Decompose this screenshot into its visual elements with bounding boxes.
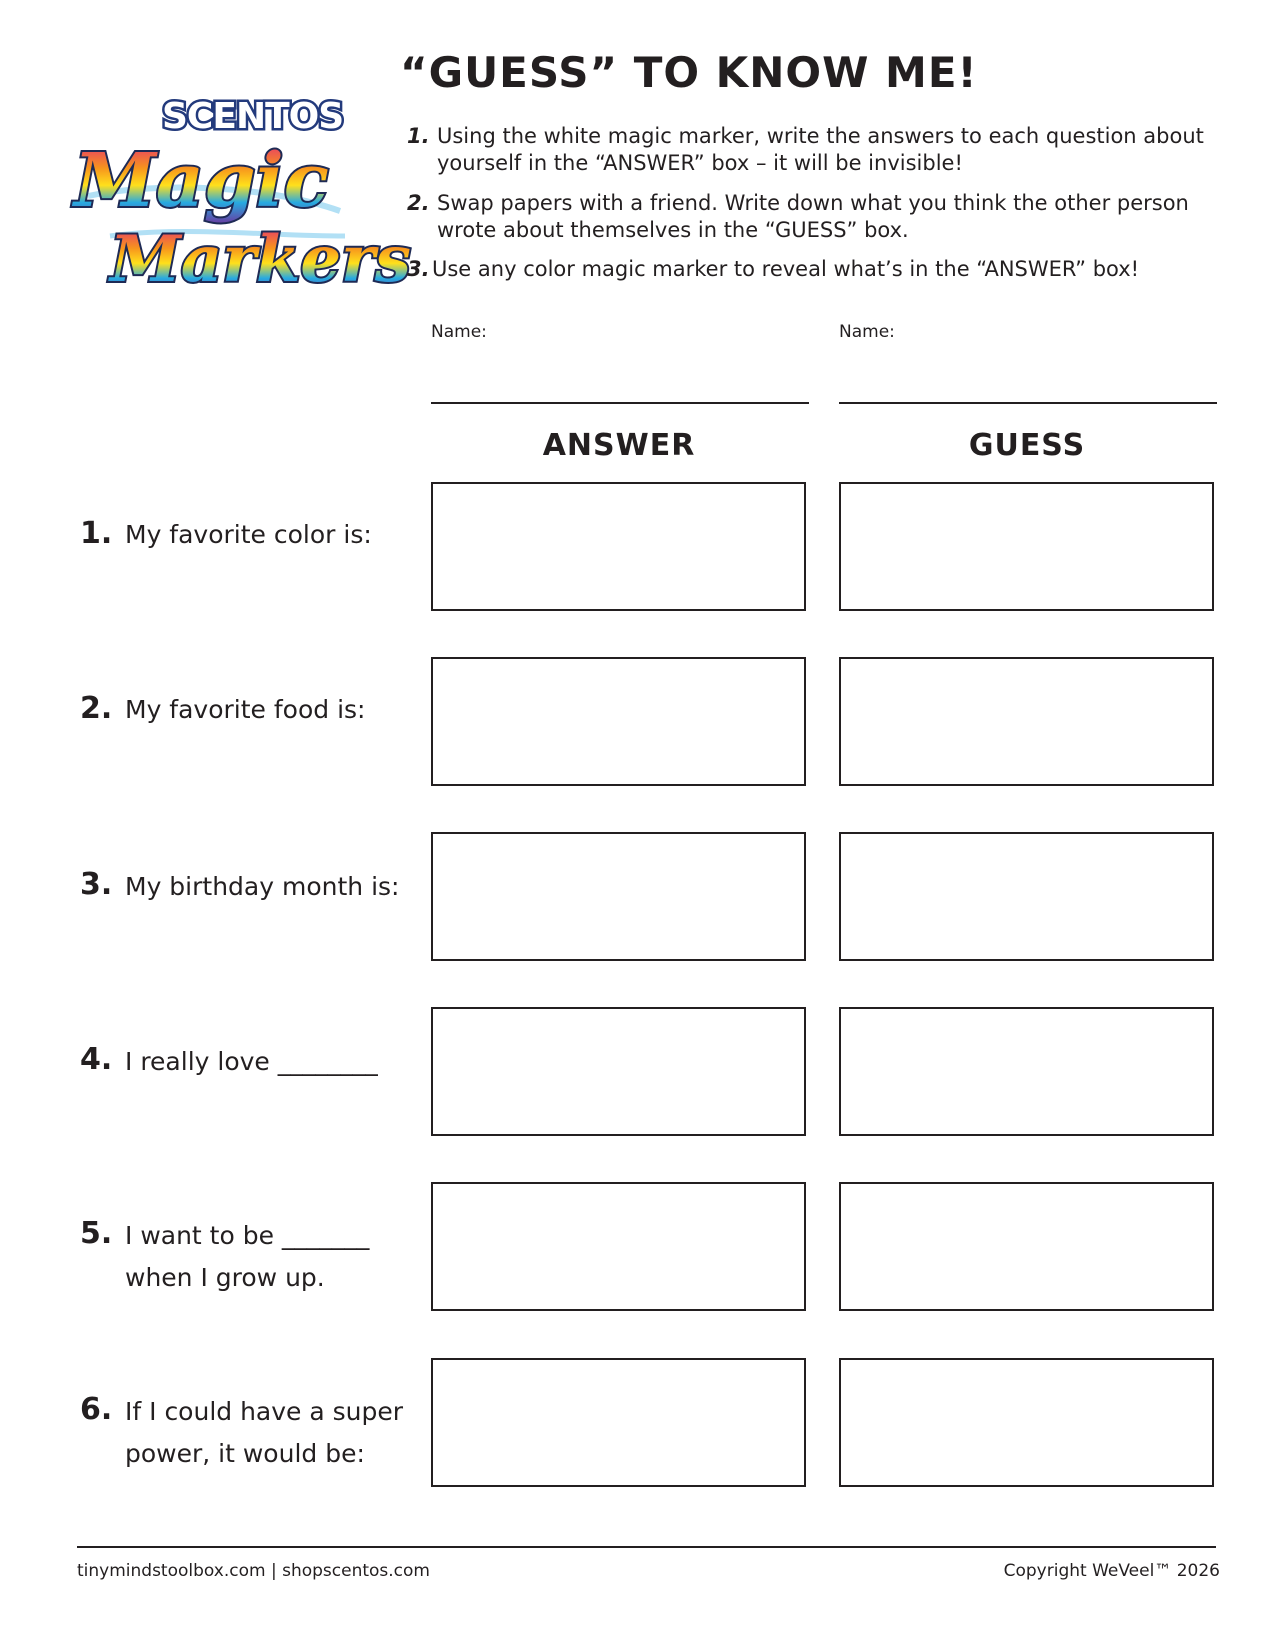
guess-box-2[interactable]: [839, 657, 1214, 786]
instruction-3: [407, 256, 1227, 283]
instruction-text: Swap papers with a friend. Write down what you think the other person wrote about themselves in the “GUESS” box.: [437, 191, 1189, 242]
question-line-1: My favorite food is:: [125, 695, 366, 724]
logo-brand-text: SCENTOS: [162, 96, 344, 137]
question-number: 1.: [80, 516, 113, 551]
instruction-2: [407, 190, 1207, 244]
answer-box-5[interactable]: [431, 1182, 806, 1311]
answer-box-3[interactable]: [431, 832, 806, 961]
guess-box-3[interactable]: [839, 832, 1214, 961]
question-line-2: when I grow up.: [125, 1263, 325, 1292]
question-line-1: I really love ________: [125, 1047, 378, 1076]
guess-column-header: GUESS: [968, 428, 1086, 463]
question-number: 5.: [80, 1216, 113, 1251]
instruction-number: 1.: [407, 124, 430, 148]
answer-column-header: ANSWER: [542, 428, 696, 463]
question-number: 2.: [80, 691, 113, 726]
question-number: 4.: [80, 1042, 113, 1077]
guess-box-6[interactable]: [839, 1358, 1214, 1487]
name-label-guess: Name:: [839, 322, 895, 342]
name-field-guess[interactable]: [839, 402, 1217, 404]
name-label-answer: Name:: [431, 322, 487, 342]
question-line-1: My birthday month is:: [125, 872, 400, 901]
question-text: [125, 1215, 415, 1299]
logo-line2-text: Markers: [110, 222, 411, 297]
question-text: [125, 689, 415, 731]
logo-line1-text: Magic: [74, 138, 329, 224]
footer-divider: [77, 1546, 1216, 1548]
instruction-number: 2.: [407, 191, 430, 215]
answer-box-2[interactable]: [431, 657, 806, 786]
instruction-text: Using the white magic marker, write the answers to each question about yourself in the “ANSWER” box – it will be invisible!: [437, 124, 1204, 175]
question-line-2: power, it would be:: [125, 1439, 365, 1468]
guess-box-1[interactable]: [839, 482, 1214, 611]
guess-box-5[interactable]: [839, 1182, 1214, 1311]
question-number: 6.: [80, 1392, 113, 1427]
footer-websites: tinymindstoolbox.com | shopscentos.com: [77, 1561, 430, 1581]
footer-copyright: Copyright WeVeel™ 2026: [1003, 1561, 1220, 1581]
question-text: [125, 1391, 415, 1475]
instruction-1: [407, 123, 1207, 177]
scentos-magic-markers-logo: [70, 86, 411, 306]
question-line-1: I want to be _______: [125, 1221, 370, 1250]
question-number: 3.: [80, 867, 113, 902]
question-line-1: My favorite color is:: [125, 520, 372, 549]
answer-box-1[interactable]: [431, 482, 806, 611]
answer-box-6[interactable]: [431, 1358, 806, 1487]
guess-box-4[interactable]: [839, 1007, 1214, 1136]
instruction-number: 3.: [407, 257, 430, 281]
page-title: “GUESS” TO KNOW ME!: [400, 48, 978, 97]
question-line-1: If I could have a super: [125, 1397, 404, 1426]
question-text: [125, 514, 415, 556]
instruction-text: Use any color magic marker to reveal what’s in the “ANSWER” box!: [432, 257, 1140, 281]
name-field-answer[interactable]: [431, 402, 809, 404]
question-text: [125, 1041, 415, 1083]
question-text: [125, 866, 415, 908]
answer-box-4[interactable]: [431, 1007, 806, 1136]
